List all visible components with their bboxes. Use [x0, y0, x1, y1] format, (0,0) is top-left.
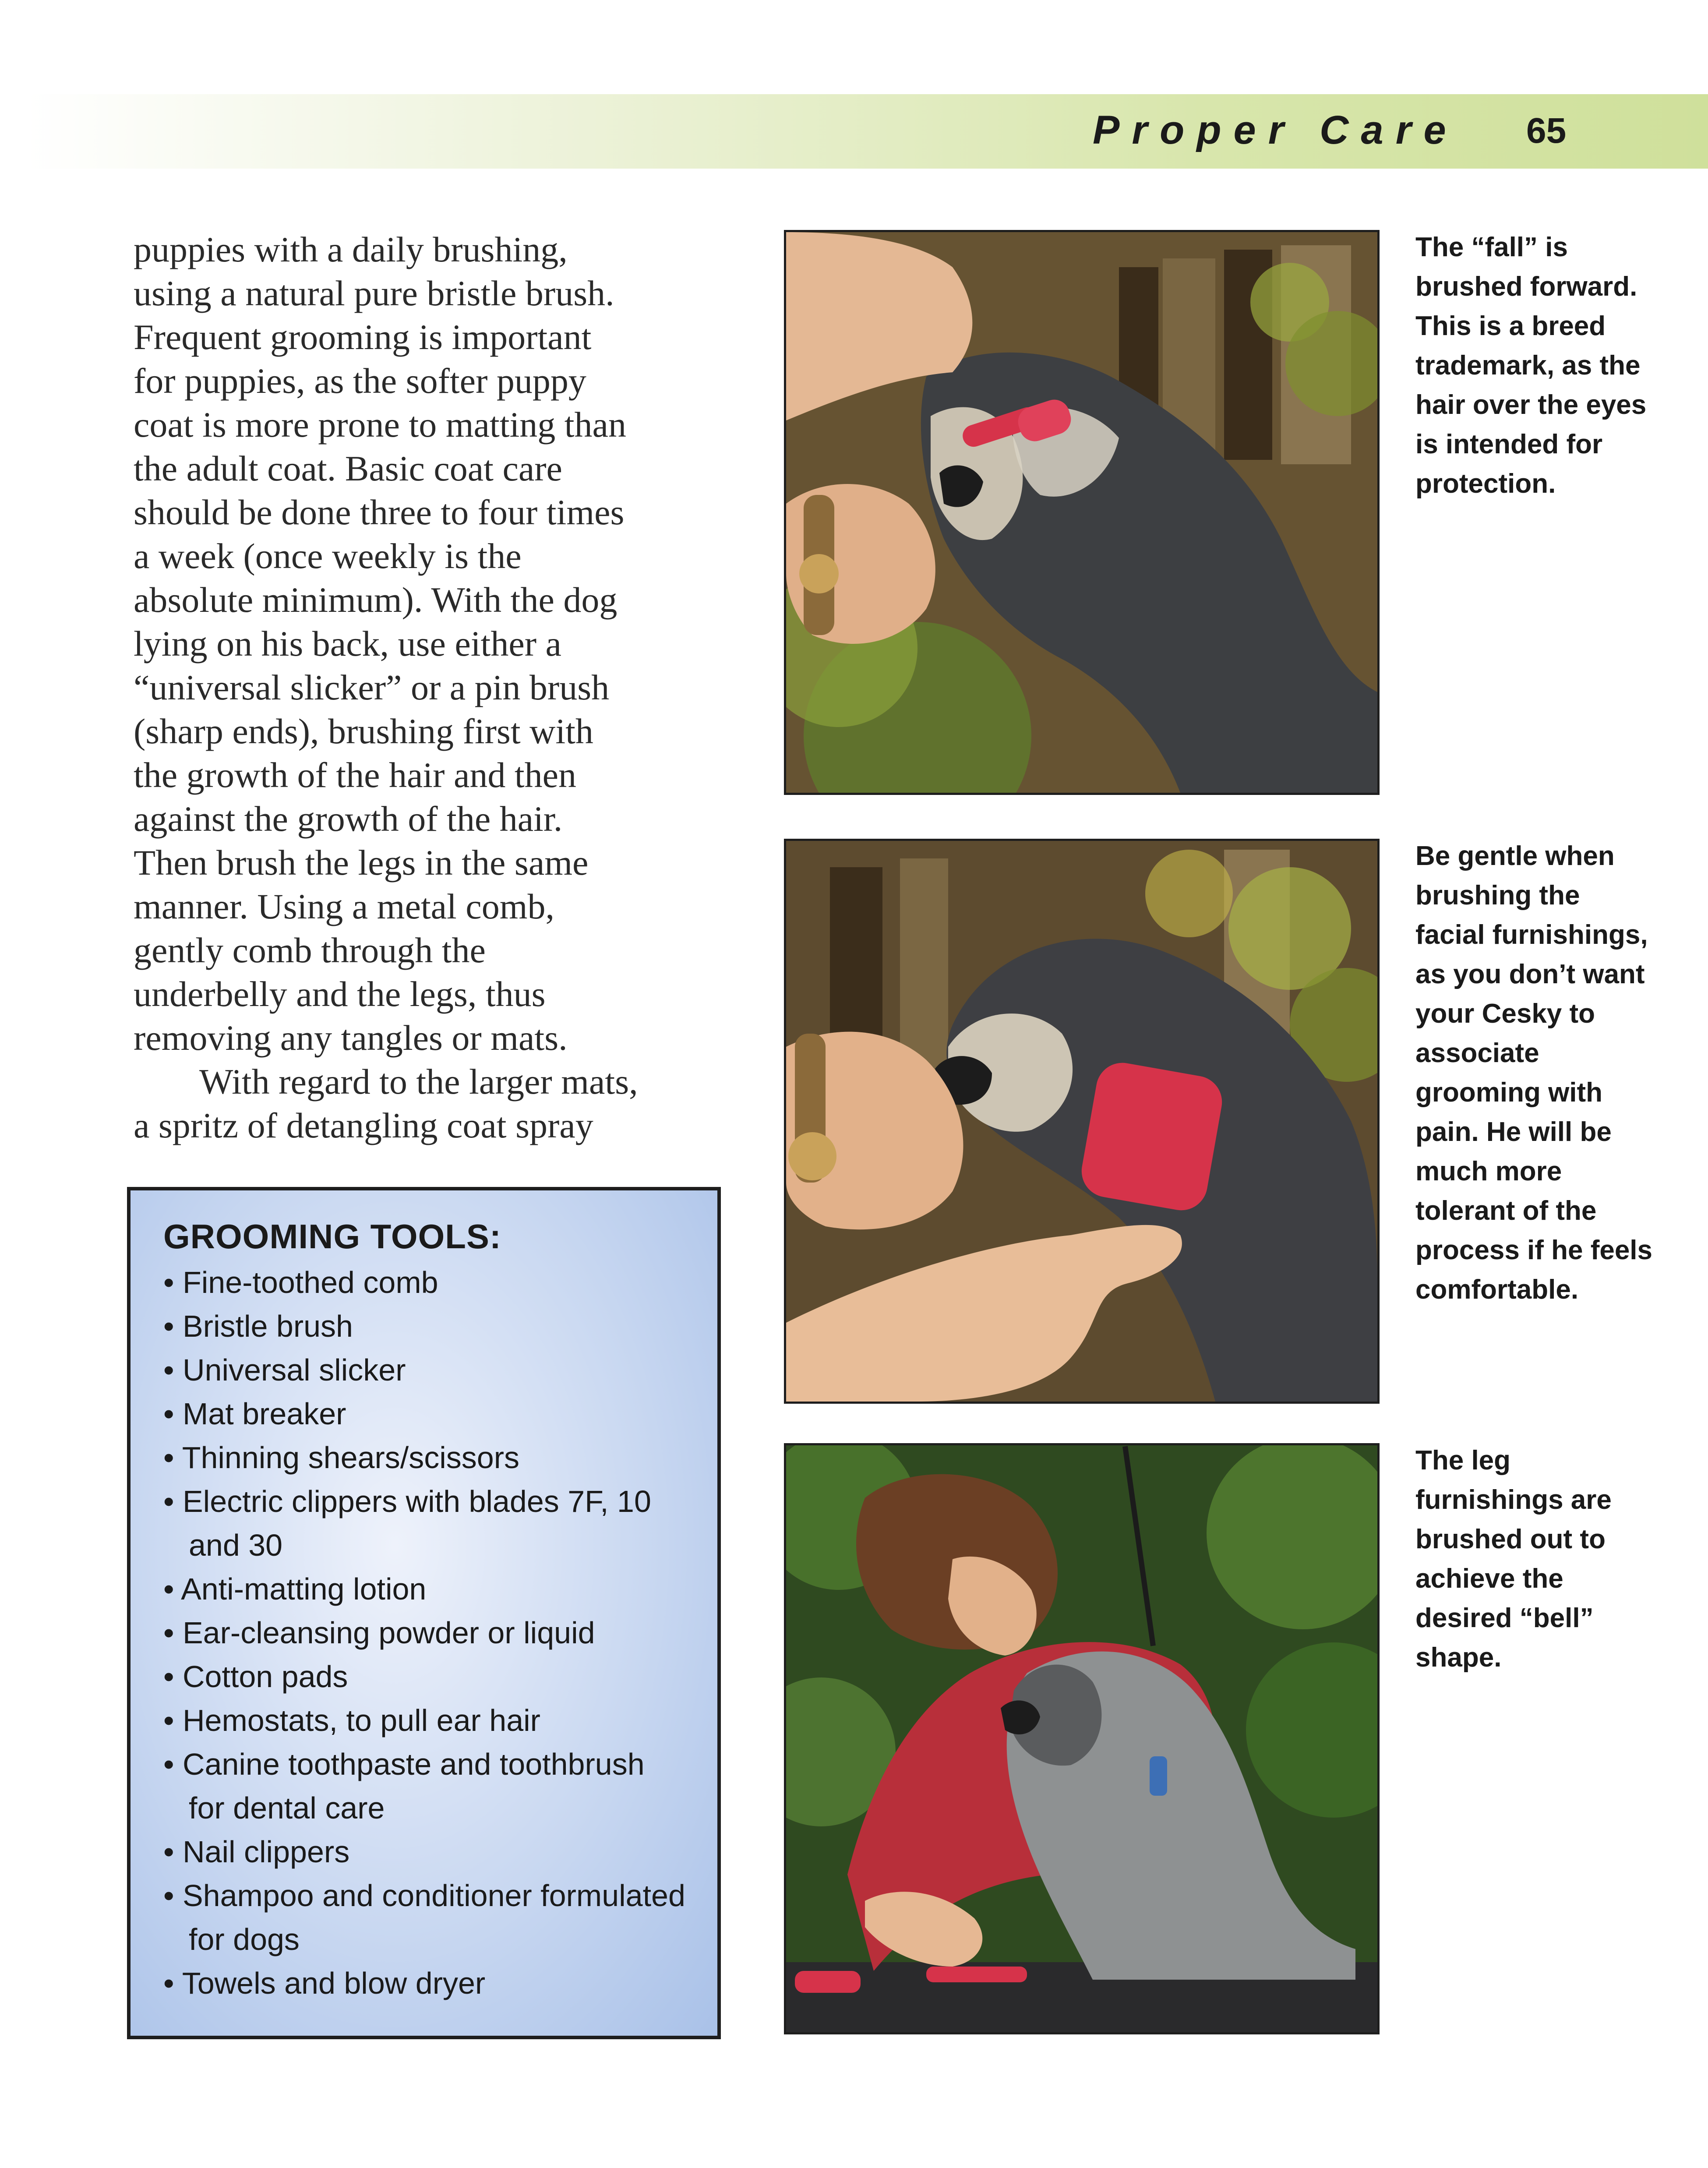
caption-line: Be gentle when: [1415, 841, 1615, 871]
tool-item: [163, 1392, 685, 1436]
body-line: removing any tangles or mats.: [134, 1018, 568, 1058]
tool-item: [163, 1567, 685, 1611]
body-line: manner. Using a metal comb,: [134, 886, 554, 926]
caption-line: desired “bell”: [1415, 1603, 1594, 1633]
photo-leg-furnishings-art: [786, 1445, 1377, 2032]
caption-line: hair over the eyes: [1415, 390, 1647, 420]
body-line: puppies with a daily brushing,: [134, 230, 568, 269]
caption-line: The “fall” is: [1415, 232, 1568, 262]
tool-item-text: • Nail clippers: [163, 1835, 350, 1869]
caption-line: associate: [1415, 1038, 1539, 1068]
caption-line: The leg: [1415, 1445, 1511, 1476]
caption-line: brushed forward.: [1415, 272, 1637, 302]
photo-caption: [1415, 837, 1661, 1310]
grooming-tools-box: [127, 1187, 721, 2039]
caption-line: brushing the: [1415, 880, 1580, 911]
body-line: gently comb through the: [134, 930, 486, 970]
tool-item: [163, 1261, 685, 1304]
page-number: 65: [1526, 111, 1567, 151]
tool-item-text-continued: for dogs: [189, 1922, 300, 1956]
tool-item-text: • Thinning shears/scissors: [163, 1441, 519, 1475]
photo-facial-brushing: [784, 839, 1380, 1404]
caption-line: is intended for: [1415, 429, 1603, 459]
body-line: With regard to the larger mats,: [199, 1062, 638, 1102]
tool-item-text: • Hemostats, to pull ear hair: [163, 1703, 540, 1737]
caption-line: grooming with: [1415, 1077, 1603, 1108]
tool-item-text: • Towels and blow dryer: [163, 1966, 486, 2000]
caption-line: This is a breed: [1415, 311, 1606, 341]
section-title: Proper Care: [1093, 108, 1458, 152]
tool-item-text: • Cotton pads: [163, 1660, 348, 1694]
body-line: lying on his back, use either a: [134, 624, 561, 664]
photo-caption: [1415, 228, 1661, 504]
tool-item: [163, 1742, 685, 1830]
body-line: underbelly and the legs, thus: [134, 974, 546, 1014]
body-text: [134, 228, 755, 1148]
caption-line: tolerant of the: [1415, 1196, 1597, 1226]
caption-line: achieve the: [1415, 1564, 1563, 1594]
body-line: a week (once weekly is the: [134, 536, 522, 576]
tool-item: [163, 1961, 685, 2005]
tool-item-text: • Fine-toothed comb: [163, 1265, 438, 1299]
caption-line: protection.: [1415, 469, 1556, 499]
tool-item: [163, 1479, 685, 1567]
body-line: should be done three to four times: [134, 492, 625, 532]
caption-line: brushed out to: [1415, 1524, 1606, 1554]
tool-item: [163, 1874, 685, 1961]
caption-line: pain. He will be: [1415, 1117, 1612, 1147]
caption-line: shape.: [1415, 1642, 1502, 1673]
photo-facial-brushing-art: [786, 841, 1377, 1402]
tool-item: [163, 1348, 685, 1392]
caption-line: comfortable.: [1415, 1275, 1579, 1305]
tool-item: [163, 1830, 685, 1874]
tool-item-text: • Ear-cleansing powder or liquid: [163, 1616, 595, 1650]
tool-item-text: • Shampoo and conditioner formulated: [163, 1878, 685, 1913]
body-line: the growth of the hair and then: [134, 755, 577, 795]
body-line: a spritz of detangling coat spray: [134, 1105, 593, 1145]
tool-item: [163, 1304, 685, 1348]
caption-line: as you don’t want: [1415, 959, 1645, 989]
tool-item: [163, 1436, 685, 1479]
photo-brushing-fall: [784, 230, 1380, 795]
body-line: using a natural pure bristle brush.: [134, 273, 614, 313]
tool-item: [163, 1655, 685, 1698]
tool-item-text: • Anti-matting lotion: [163, 1572, 427, 1606]
body-line: “universal slicker” or a pin brush: [134, 667, 610, 707]
body-line: against the growth of the hair.: [134, 799, 563, 839]
grooming-tools-title: GROOMING TOOLS:: [163, 1217, 501, 1256]
photo-leg-furnishings: [784, 1443, 1380, 2034]
body-line: coat is more prone to matting than: [134, 405, 626, 445]
tool-item-text-continued: for dental care: [189, 1791, 385, 1825]
tool-item: [163, 1611, 685, 1655]
body-line: for puppies, as the softer puppy: [134, 361, 586, 401]
caption-line: much more: [1415, 1156, 1562, 1186]
photo-brushing-fall-art: [786, 232, 1377, 793]
body-line: absolute minimum). With the dog: [134, 580, 618, 620]
body-line: the adult coat. Basic coat care: [134, 448, 562, 488]
tool-item: [163, 1698, 685, 1742]
tool-item-text-continued: and 30: [189, 1528, 283, 1562]
caption-line: furnishings are: [1415, 1485, 1612, 1515]
tool-item-text: • Canine toothpaste and toothbrush: [163, 1747, 645, 1781]
tool-item-text: • Electric clippers with blades 7F, 10: [163, 1484, 651, 1518]
caption-line: your Cesky to: [1415, 999, 1595, 1029]
grooming-tools-list: [163, 1261, 685, 2005]
caption-line: facial furnishings,: [1415, 920, 1648, 950]
body-line: (sharp ends), brushing first with: [134, 711, 593, 751]
caption-line: process if he feels: [1415, 1235, 1653, 1265]
tool-item-text: • Bristle brush: [163, 1309, 353, 1343]
body-line: Frequent grooming is important: [134, 317, 592, 357]
photo-caption: [1415, 1441, 1661, 1677]
tool-item-text: • Mat breaker: [163, 1397, 346, 1431]
tool-item-text: • Universal slicker: [163, 1353, 406, 1387]
body-line: Then brush the legs in the same: [134, 843, 589, 883]
caption-line: trademark, as the: [1415, 350, 1641, 381]
